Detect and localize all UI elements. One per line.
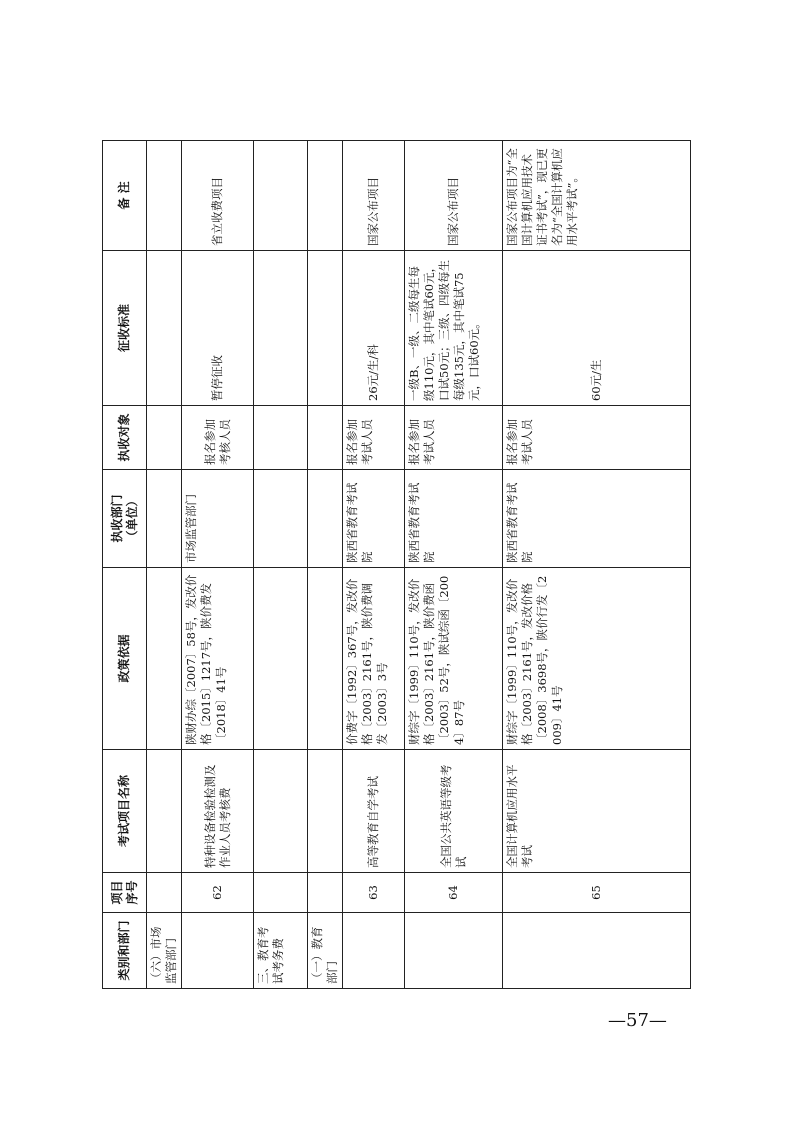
seq-cell: 65 (503, 873, 691, 913)
page-number: —57— (608, 1010, 667, 1031)
category-cell (503, 913, 691, 989)
basis-cell: 价费字〔1992〕367号，发改价格〔2003〕2161号，陕价费调发〔2003〕3号 (343, 568, 405, 750)
standard-cell: 60元/生 (503, 251, 691, 406)
seq-cell (308, 873, 343, 913)
name-cell (254, 750, 308, 873)
category-cell (182, 913, 254, 989)
fee-table (102, 140, 691, 989)
target-cell: 报名参加考试人员 (405, 406, 503, 470)
target-cell (147, 406, 182, 470)
target-cell: 报名参加考试人员 (343, 406, 405, 470)
header-remark: 备 注 (103, 141, 147, 251)
header-name: 考试项目名称 (103, 750, 147, 873)
standard-cell (254, 251, 308, 406)
target-cell (308, 406, 343, 470)
name-cell (147, 750, 182, 873)
header-standard: 征收标准 (103, 251, 147, 406)
basis-cell: 陕财办综〔2007〕58号，发改价格〔2015〕1217号，陕价费发〔2018〕41号 (182, 568, 254, 750)
fee-table-container (102, 141, 687, 989)
target-cell: 报名参加考核人员 (182, 406, 254, 470)
category-cell (343, 913, 405, 989)
dept-cell (147, 470, 182, 568)
header-basis: 政策依据 (103, 568, 147, 750)
remark-cell: 国家公布项目 (343, 141, 405, 251)
standard-cell: 暂停征收 (182, 251, 254, 406)
header-target: 执收对象 (103, 406, 147, 470)
header-dept: 执收部门 （单位） (103, 470, 147, 568)
table-row (147, 141, 182, 989)
remark-cell (254, 141, 308, 251)
basis-cell (254, 568, 308, 750)
remark-cell: 省立收费项目 (182, 141, 254, 251)
dept-cell: 陕西省教育考试院 (503, 470, 691, 568)
dept-cell (254, 470, 308, 568)
table-row (503, 141, 691, 989)
name-cell: 全国公共英语等级考试 (405, 750, 503, 873)
standard-cell: 26元/生/科 (343, 251, 405, 406)
category-cell: （一）教育部门 (308, 913, 343, 989)
seq-cell (147, 873, 182, 913)
dept-cell: 陕西省教育考试院 (343, 470, 405, 568)
table-header-row (103, 141, 147, 989)
seq-cell: 62 (182, 873, 254, 913)
seq-cell: 64 (405, 873, 503, 913)
seq-cell (254, 873, 308, 913)
category-cell: （六）市场监管部门 (147, 913, 182, 989)
category-cell: 三、教育考试考务费 (254, 913, 308, 989)
standard-cell: 一级B、一级、二级每生每级110元，其中笔试60元，口试50元；三级、四级每生每级135元，其中笔试75元，口试60元。 (405, 251, 503, 406)
remark-cell (147, 141, 182, 251)
name-cell (308, 750, 343, 873)
fee-table-rotated (102, 141, 687, 989)
name-cell: 全国计算机应用水平考试 (503, 750, 691, 873)
remark-cell: 国家公布项目 (405, 141, 503, 251)
header-seq: 项目 序号 (103, 873, 147, 913)
remark-cell (308, 141, 343, 251)
target-cell: 报名参加考试人员 (503, 406, 691, 470)
table-row (343, 141, 405, 989)
basis-cell: 财综字〔1999〕110号，发改价格〔2003〕2161号，陕价费函〔2003〕52号，陕试综函〔2004〕87号 (405, 568, 503, 750)
seq-cell: 63 (343, 873, 405, 913)
dept-cell: 陕西省教育考试院 (405, 470, 503, 568)
name-cell: 高等教育自学考试 (343, 750, 405, 873)
standard-cell (308, 251, 343, 406)
header-category: 类别和部门 (103, 913, 147, 989)
table-row (182, 141, 254, 989)
dept-cell: 市场监管部门 (182, 470, 254, 568)
name-cell: 特种设备检验检测及作业人员考核费 (182, 750, 254, 873)
dept-cell (308, 470, 343, 568)
table-row (254, 141, 308, 989)
table-row (308, 141, 343, 989)
remark-cell: 国家公布项目为“全国计算机应用技术证书考试”，现已更名为“全国计算机应用水平考试”。 (503, 141, 691, 251)
category-cell (405, 913, 503, 989)
basis-cell (308, 568, 343, 750)
standard-cell (147, 251, 182, 406)
table-row (405, 141, 503, 989)
basis-cell: 财综字〔1999〕110号，发改价格〔2003〕2161号，发改价格〔2008〕3698号，陕价行发〔2009〕41号 (503, 568, 691, 750)
basis-cell (147, 568, 182, 750)
target-cell (254, 406, 308, 470)
